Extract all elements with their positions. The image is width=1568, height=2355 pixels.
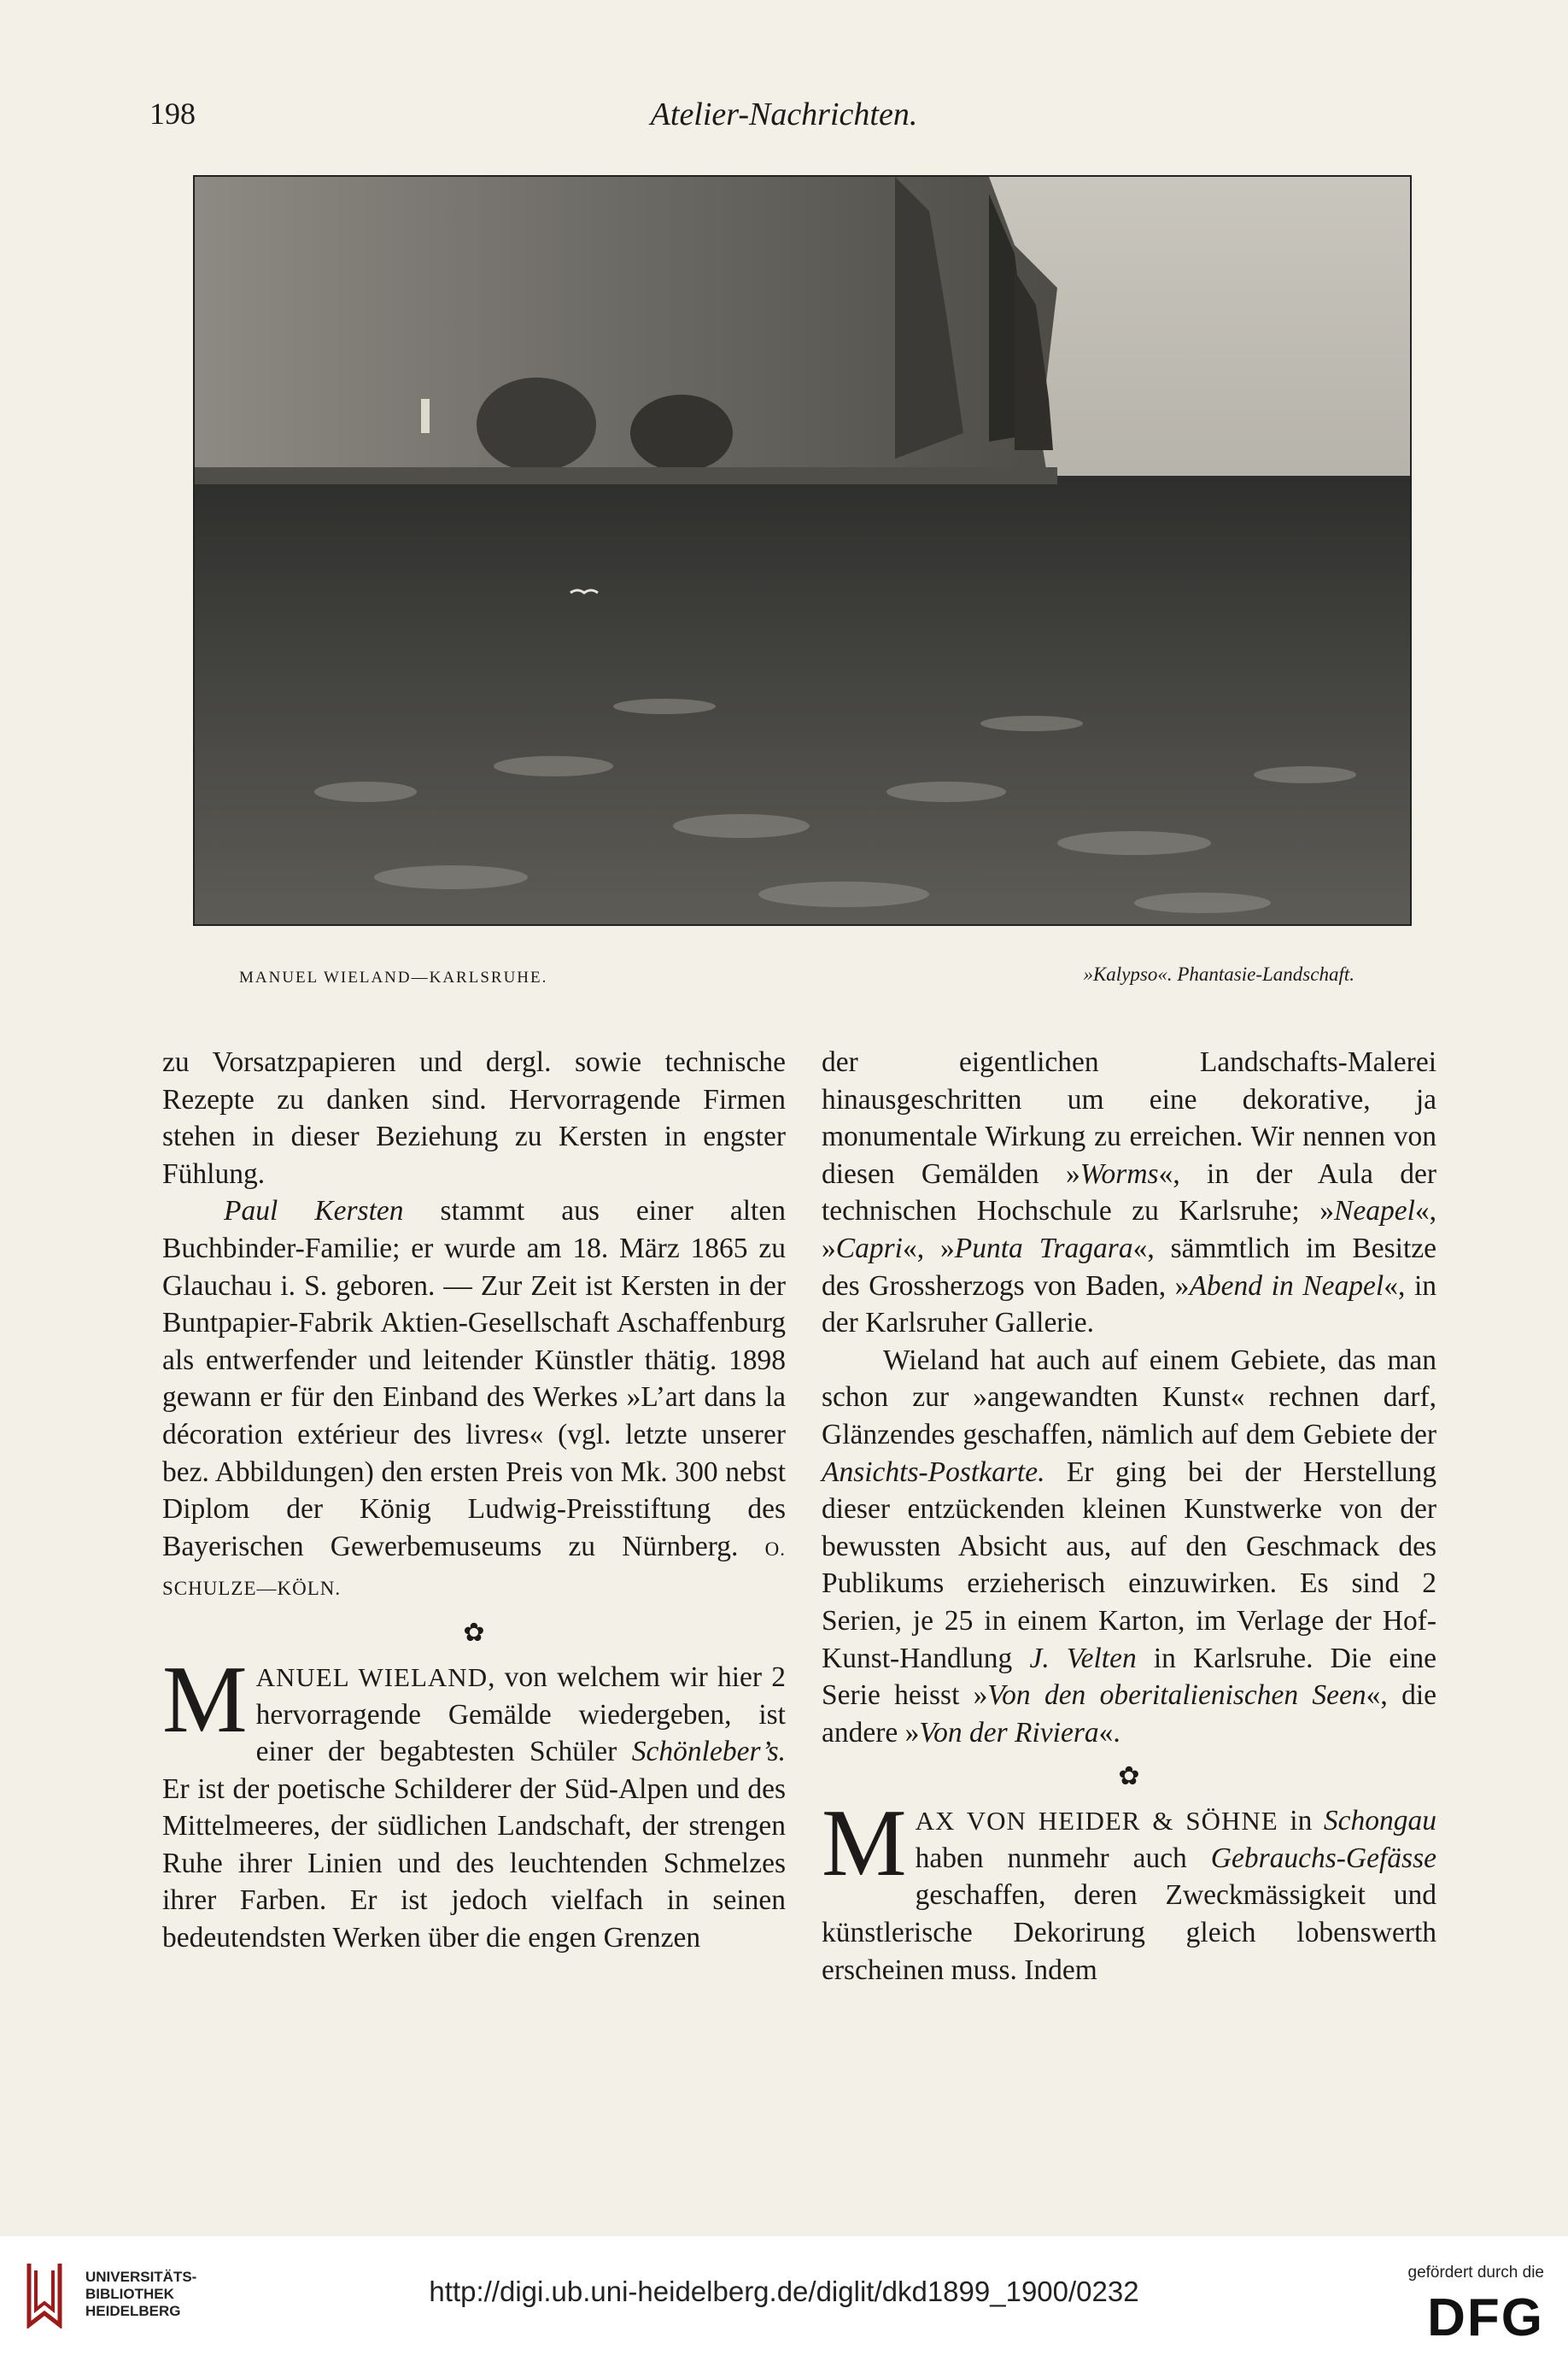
paragraph-text: in — [1278, 1805, 1324, 1837]
paragraph-text: der eigentlichen Landschafts-Malerei hinausgeschritten um eine dekorative, ja monumentale Wirkung zu erreichen. Wir nennen von diesen Gemälden » — [822, 1046, 1436, 1190]
left-column — [162, 1044, 786, 1957]
paragraph-text: geschaffen, deren Zweckmässigkeit und künstlerische Dekorirung gleich lobenswerth erscheinen muss. Indem — [822, 1879, 1436, 1986]
small-caps-name: ANUEL WIELAND — [255, 1661, 489, 1692]
digitization-footer — [0, 2236, 1568, 2355]
institution-name — [85, 2269, 196, 2320]
small-caps-name: AX VON HEIDER & SÖHNE — [915, 1806, 1278, 1837]
paragraph-text: «, in der Aula der technischen Hochschule zu Karlsruhe; » — [822, 1157, 1436, 1227]
right-column — [822, 1044, 1436, 1989]
emphasis: Gebrauchs-Gefässe — [1210, 1842, 1436, 1874]
work-title: Neapel — [1333, 1195, 1415, 1227]
emphasis: Schongau — [1323, 1805, 1436, 1837]
source-url-link[interactable]: http://digi.ub.uni-heidelberg.de/diglit/dkd1899_1900/0232 — [429, 2276, 1139, 2307]
paragraph — [822, 1342, 1436, 1752]
paragraph-text: haben nunmehr auch — [915, 1842, 1211, 1874]
paragraph-text: Wieland hat auch auf einem Gebiete, das man schon zur »angewandten Kunst« rechnen darf, Glänzendes geschaffen, nämlich auf dem Gebiete der — [822, 1344, 1436, 1450]
painting-illustration — [193, 175, 1412, 926]
paragraph-text: «, sämmtlich im Besitze des Grossherzogs von Baden, » — [822, 1232, 1437, 1302]
work-title: Capri — [835, 1232, 903, 1264]
name-kersten: Paul Kersten — [224, 1195, 404, 1227]
paragraph-wieland — [162, 1646, 786, 1957]
paragraph-text: «, » — [902, 1232, 955, 1264]
paragraph — [822, 1044, 1436, 1342]
paragraph-text: «, » — [822, 1195, 1436, 1264]
painting-image — [195, 177, 1410, 924]
drop-cap: M — [822, 1790, 907, 1897]
page-number: 198 — [149, 97, 196, 131]
emphasis: J. Velten — [1029, 1642, 1137, 1674]
work-title: Worms — [1079, 1157, 1159, 1190]
dfg-logo: DFG — [1427, 2288, 1544, 2347]
paragraph-kersten — [162, 1192, 786, 1608]
section-ornament: ✿ — [463, 1618, 485, 1647]
caption-title: »Kalypso«. Phantasie-Landschaft. — [1083, 964, 1354, 985]
university-library-logo-icon — [24, 2260, 67, 2329]
paragraph-text: «. — [1098, 1716, 1120, 1749]
work-title: Punta Tragara — [954, 1232, 1133, 1264]
author-signature: O. SCHULZE—KÖLN. — [162, 1538, 786, 1600]
paragraph-heider — [822, 1790, 1436, 1989]
figure-caption — [239, 964, 1354, 994]
work-title: Abend in Neapel — [1189, 1269, 1384, 1302]
running-title: Atelier-Nachrichten. — [650, 97, 918, 132]
running-head — [149, 96, 1419, 138]
paragraph-text: «, die andere » — [822, 1679, 1436, 1749]
paragraph-text: Er ist der poetische Schilderer der Süd-Alpen und des Mittelmeeres, der südlichen Landschaft, der strengen Ruhe ihrer Linien und des leuchtenden Schmelzes ihrer Farben. Er ist jedoch vielfach in seinen bedeutendsten Werken über die engen Grenzen — [162, 1772, 786, 1954]
paragraph-text: in Karlsruhe. Die eine Serie heisst » — [822, 1642, 1436, 1712]
emphasis: Ansichts-Postkarte. — [822, 1456, 1045, 1488]
paragraph-text: , von welchem wir hier 2 hervorragende Gemälde wiedergeben, ist einer der begabtesten Schüler — [255, 1661, 786, 1768]
institution-line: HEIDELBERG — [85, 2303, 181, 2319]
drop-cap: M — [162, 1646, 248, 1753]
name-schoenleber: Schönleber’s. — [631, 1736, 786, 1768]
paragraph-text: stammt aus einer alten Buchbinder-Familie; er wurde am 18. März 1865 zu Glauchau i. S. geboren. — Zur Zeit ist Kersten in der Buntpapier-Fabrik Aktien-Gesellschaft Aschaffenburg als entwerfender und leitender Künstler thätig. 1898 gewann er für den Einband des Werkes »L’art dans la décoration extérieur des livres« (vgl. letzte unserer bez. Abbildungen) den ersten Preis von Mk. 300 nebst Diplom der König Ludwig-Preisstiftung des Bayerischen Gewerbemuseums zu Nürnberg. — [162, 1195, 786, 1562]
section-ornament: ✿ — [1118, 1762, 1140, 1791]
institution-line: UNIVERSITÄTS- — [85, 2269, 197, 2285]
paragraph-text: «, in der Karlsruher Gallerie. — [822, 1269, 1437, 1339]
funder-note: gefördert durch die — [1407, 2264, 1544, 2282]
paragraph: zu Vorsatzpapieren und dergl. sowie technische Rezepte zu danken sind. Hervorragende Firmen stehen in dieser Beziehung zu Kersten in engster Fühlung. — [162, 1046, 786, 1190]
paragraph-text: Er ging bei der Herstellung dieser entzückenden kleinen Kunstwerke von der bewussten Absicht aus, auf den Geschmack des Publikums erzieherisch einzuwirken. Es sind 2 Serien, je 25 in einem Karton, im Verlage der Hof-Kunst-Handlung — [822, 1456, 1436, 1674]
institution-line: BIBLIOTHEK — [85, 2286, 174, 2302]
work-title: Von den oberitalienischen Seen — [987, 1679, 1366, 1712]
caption-artist: MANUEL WIELAND—KARLSRUHE. — [239, 969, 548, 987]
work-title: Von der Riviera — [919, 1716, 1099, 1749]
